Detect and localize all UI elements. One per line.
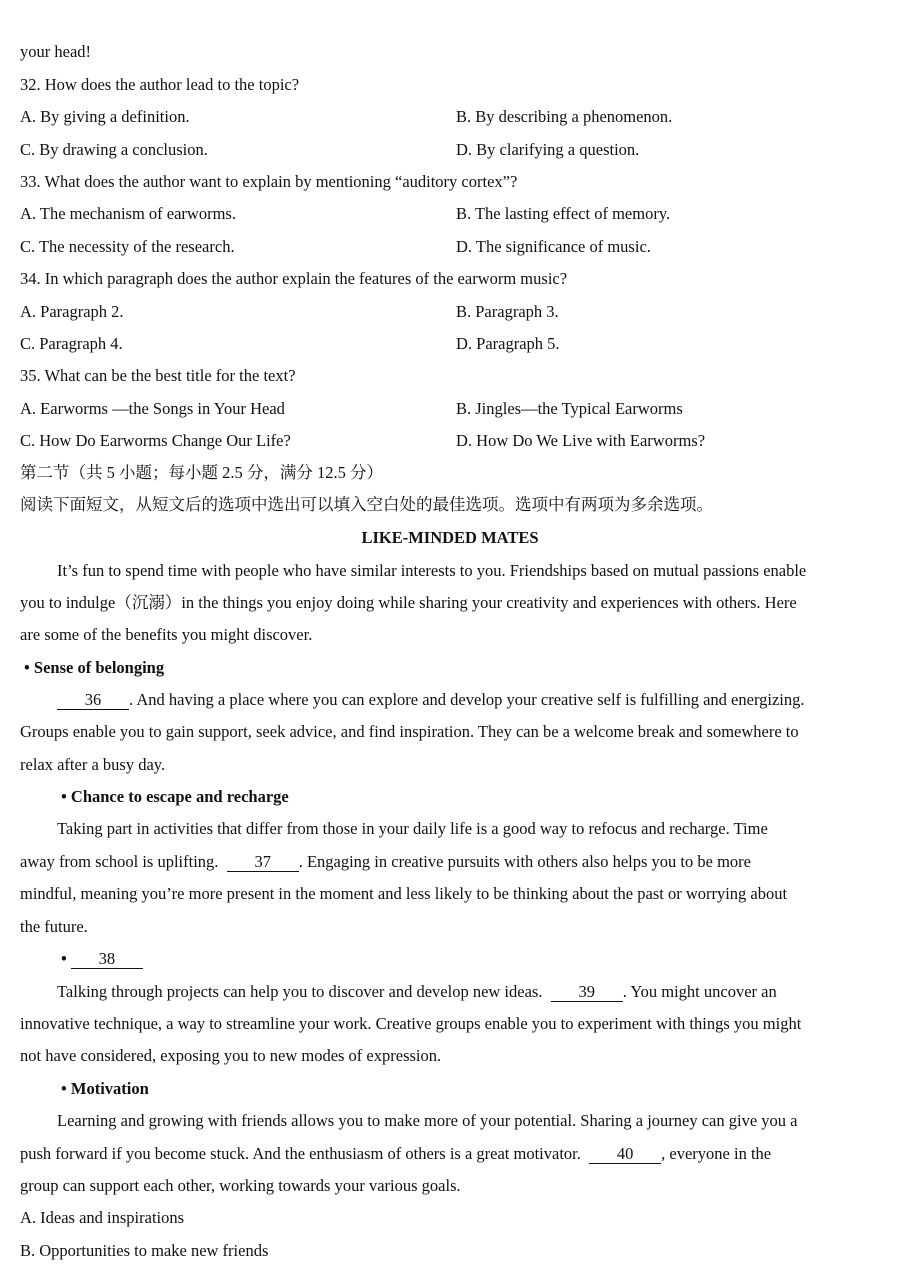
question-35-stem: 35. What can be the best title for the text? (20, 366, 296, 385)
q35-option-c: C. How Do Earworms Change Our Life? (20, 431, 291, 450)
top-fragment: your head! (20, 42, 92, 61)
q34-option-b: B. Paragraph 3. (456, 302, 559, 321)
intro-line-1: It’s fun to spend time with people who have similar interests to you. Friendships based on mutual passions enable (57, 561, 807, 580)
para2-line-3: mindful, meaning you’re more present in the moment and less likely to be thinking about the past or worrying about (20, 884, 788, 903)
bullet-icon: • (61, 787, 67, 806)
para2-line-2-post: . Engaging in creative pursuits with others also helps you to be more (298, 852, 751, 871)
bullet-icon: • (61, 1079, 67, 1098)
section-instruction: 阅读下面短文，从短文后的选项中选出可以填入空白处的最佳选项。选项中有两项为多余选项。 (20, 495, 713, 514)
blank-36[interactable]: 36 (57, 691, 129, 710)
bullet-icon: • (61, 949, 67, 968)
q33-option-a: A. The mechanism of earworms. (20, 204, 236, 223)
intro-line-2: you to indulge（沉溺）in the things you enjoy doing while sharing your creativity and experiences with others. Here (20, 593, 797, 612)
question-32-stem: 32. How does the author lead to the topic? (20, 75, 300, 94)
heading-sense-of-belonging (24, 658, 164, 678)
answer-option-b: B. Opportunities to make new friends (20, 1241, 269, 1260)
question-33-stem: 33. What does the author want to explain by mentioning “auditory cortex”? (20, 172, 518, 191)
q34-option-a: A. Paragraph 2. (20, 302, 124, 321)
blank-40[interactable]: 40 (589, 1145, 661, 1164)
q33-option-c: C. The necessity of the research. (20, 237, 235, 256)
q32-option-a: A. By giving a definition. (20, 107, 190, 126)
q35-option-a: A. Earworms —the Songs in Your Head (20, 399, 285, 418)
q32-option-c: C. By drawing a conclusion. (20, 140, 208, 159)
para4-line-3: group can support each other, working towards your various goals. (20, 1176, 461, 1195)
section-header: 第二节（共 5 小题；每小题 2.5 分，满分 12.5 分） (20, 463, 383, 482)
q32-option-d: D. By clarifying a question. (456, 140, 640, 159)
bullet-icon: • (24, 658, 30, 677)
para3-line-1-post: . You might uncover an (622, 982, 777, 1001)
para3-line-1 (57, 982, 777, 1002)
heading-text: Sense of belonging (33, 658, 165, 677)
blank-39[interactable]: 39 (551, 983, 623, 1002)
para4-line-2-pre: push forward if you become stuck. And the enthusiasm of others is a great motivator. (20, 1144, 581, 1163)
q33-option-d: D. The significance of music. (456, 237, 651, 256)
para1-line-2: Groups enable you to gain support, seek advice, and find inspiration. They can be a welcome break and somewhere to (20, 722, 799, 741)
q35-option-b: B. Jingles—the Typical Earworms (456, 399, 683, 418)
para1-line-3: relax after a busy day. (20, 755, 166, 774)
para2-line-1: Taking part in activities that differ from those in your daily life is a good way to refocus and recharge. Time (57, 819, 768, 838)
para3-line-3: not have considered, exposing you to new modes of expression. (20, 1046, 442, 1065)
intro-line-3: are some of the benefits you might discover. (20, 625, 313, 644)
heading-text: Chance to escape and recharge (70, 787, 289, 806)
para4-line-2 (20, 1144, 771, 1164)
heading-motivation (61, 1079, 149, 1099)
q33-option-b: B. The lasting effect of memory. (456, 204, 671, 223)
blank-37[interactable]: 37 (227, 853, 299, 872)
q34-option-d: D. Paragraph 5. (456, 334, 560, 353)
heading-chance-to-escape (61, 787, 289, 807)
para4-line-2-post: , everyone in the (661, 1144, 772, 1163)
para1-line-1-text: . And having a place where you can explore and develop your creative self is fulfilling and energizing. (129, 690, 805, 709)
para2-line-2-pre: away from school is uplifting. (20, 852, 219, 871)
para1-line-1 (57, 690, 805, 710)
q34-option-c: C. Paragraph 4. (20, 334, 123, 353)
answer-option-a: A. Ideas and inspirations (20, 1208, 185, 1227)
para3-line-1-pre: Talking through projects can help you to discover and develop new ideas. (57, 982, 543, 1001)
passage-title: LIKE-MINDED MATES (361, 528, 539, 547)
para2-line-4: the future. (20, 917, 88, 936)
heading-38 (61, 949, 143, 969)
para3-line-2: innovative technique, a way to streamline your work. Creative groups enable you to experiment with things you might (20, 1014, 802, 1033)
blank-38[interactable]: 38 (71, 950, 143, 969)
para4-line-1: Learning and growing with friends allows you to make more of your potential. Sharing a journey can give you a (57, 1111, 798, 1130)
para2-line-2 (20, 852, 751, 872)
heading-text: Motivation (70, 1079, 149, 1098)
q35-option-d: D. How Do We Live with Earworms? (456, 431, 706, 450)
question-34-stem: 34. In which paragraph does the author explain the features of the earworm music? (20, 269, 568, 288)
q32-option-b: B. By describing a phenomenon. (456, 107, 673, 126)
